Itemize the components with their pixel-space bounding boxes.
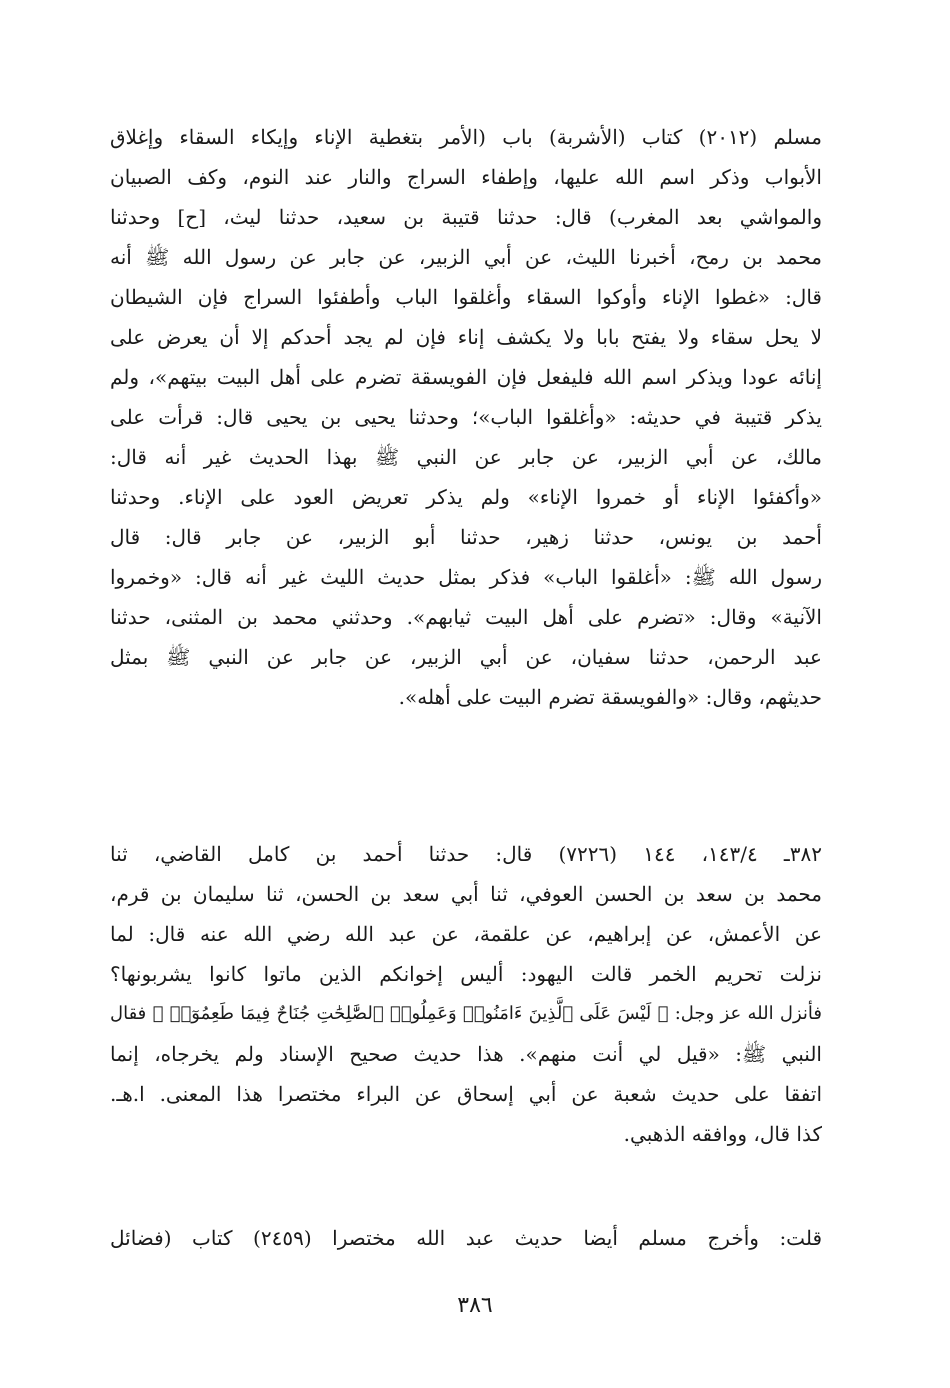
text-line: والمواشي بعد المغرب) قال: حدثنا قتيبة بن سعيد، حدثنا ليث، [ح] وحدثنا	[110, 205, 822, 229]
hadith-entry-382	[110, 834, 822, 1154]
author-note-block	[110, 1218, 822, 1258]
text-line: «وأكفئوا الإناء أو خمروا الإناء» ولم يذكر تعريض العود على الإناء. وحدثنا	[110, 485, 822, 509]
text-line: الأبواب وذكر اسم الله عليها، وإطفاء السراج والنار عند النوم، وكف الصبيان	[110, 165, 822, 189]
text-line: اتفقا على حديث شعبة عن أبي إسحاق عن البراء مختصرا هذا المعنى. ا.هـ.	[110, 1082, 822, 1106]
text-line: محمد بن رمح، أخبرنا الليث، عن أبي الزبير، عن جابر عن رسول الله ﷺ أنه	[110, 245, 822, 269]
text-line: كذا قال، ووافقه الذهبي.	[623, 1122, 822, 1146]
text-line: ٣٨٢ـ ١٤٣/٤، ١٤٤ (٧٢٢٦) قال: حدثنا أحمد بن كامل القاضي، ثنا	[110, 842, 822, 866]
text-line: أحمد بن يونس، حدثنا زهير، حدثنا أبو الزبير، عن جابر قال: قال	[110, 525, 822, 549]
text-line: حديثهم، وقال: «والفويسقة تضرم البيت على أهله».	[398, 685, 822, 709]
text-line: مالك، عن أبي الزبير، عن جابر عن النبي ﷺ بهذا الحديث غير أنه قال:	[110, 445, 822, 469]
text-line: قلت: وأخرج مسلم أيضا حديث عبد الله مختصرا (٢٤٥٩) كتاب (فضائل	[110, 1226, 822, 1250]
text-line: رسول الله ﷺ: «أغلقوا الباب» فذكر بمثل حديث الليث غير أنه قال: «وخمروا	[110, 565, 822, 589]
text-line: عبد الرحمن، حدثنا سفيان، عن أبي الزبير، عن جابر عن النبي ﷺ بمثل	[110, 645, 822, 669]
text-line: عن الأعمش، عن إبراهيم، عن علقمة، عن عبد الله رضي الله عنه قال: لما	[110, 922, 822, 946]
hadith-commentary-block	[110, 117, 822, 717]
text-line: إنائه عودا ويذكر اسم الله فليفعل فإن الفويسقة تضرم على أهل البيت بيتهم»، ولم	[110, 365, 822, 389]
text-line: محمد بن سعد بن الحسن العوفي، ثنا أبي سعد بن الحسن، ثنا سليمان بن قرم،	[110, 882, 822, 906]
text-line: نزلت تحريم الخمر قالت اليهود: أليس إخوانكم الذين ماتوا كانوا يشربونها؟	[110, 962, 822, 986]
page-number: ٣٨٦	[457, 1293, 493, 1318]
text-line: مسلم (٢٠١٢) كتاب (الأشربة) باب (الأمر بتغطية الإناء وإيكاء السقاء وإغلاق	[110, 125, 822, 149]
text-line: الآنية» وقال: «تضرم على أهل البيت ثيابهم». وحدثني محمد بن المثنى، حدثنا	[110, 605, 822, 629]
text-line: النبي ﷺ: «قيل لي أنت منهم». هذا حديث صحيح الإسناد ولم يخرجاه، إنما	[110, 1042, 822, 1066]
text-line: لا يحل سقاء ولا يفتح بابا ولا يكشف إناء فإن لم يجد أحدكم إلا أن يعرض على	[110, 325, 822, 349]
text-line: يذكر قتيبة في حديثه: «وأغلقوا الباب»؛ وحدثنا يحيى بن يحيى قال: قرأت على	[110, 405, 822, 429]
text-line: قال: «غطوا الإناء وأوكوا السقاء وأغلقوا الباب وأطفئوا السراج فإن الشيطان	[110, 285, 822, 309]
text-line: فأنزل الله عز وجل: ﴿ لَيْسَ عَلَى ٱلَّذِينَ ءَامَنُوا۟ وَعَمِلُوا۟ ٱلصَّٰلِحَٰتِ جُنَاحٌ فِيمَا طَعِمُوٓا۟ ﴾ فقال	[110, 1003, 822, 1024]
